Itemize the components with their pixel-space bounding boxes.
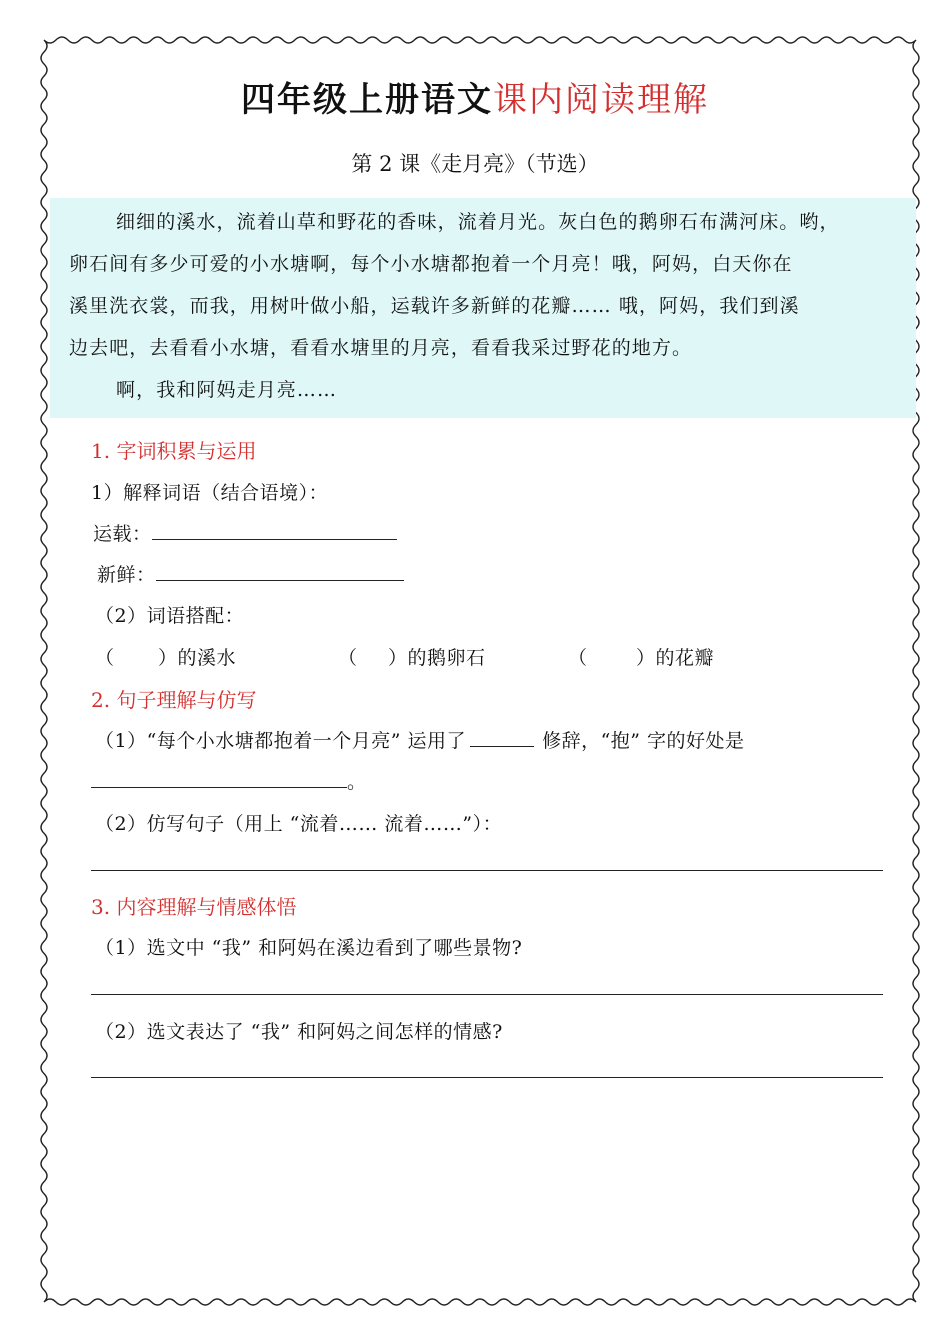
answer-row-2-1 [91,767,367,794]
section-1-heading: 1. 字词积累与运用 [91,439,257,463]
passage-line: 细细的溪水，流着山草和野花的香味，流着月光。灰白色的鹅卵石布满河床。哟， [116,211,840,233]
title-red: 课内阅读理解 [493,80,709,120]
passage-line: 卵石间有多少可爱的小水塘啊，每个小水塘都抱着一个月亮！哦，阿妈，白天你在 [69,253,793,275]
lesson-subtitle: 第 2 课《走月亮》（节选） [351,152,599,176]
answer-blank[interactable] [152,519,397,540]
question-1-1: 1）解释词语（结合语境）： [91,482,329,504]
answer-blank[interactable] [91,767,347,788]
question-text: （1）“每个小水塘都抱着一个月亮” 运用了 [95,730,467,752]
page-title [0,72,950,121]
answer-line[interactable] [91,1077,883,1078]
passage-line: 边去吧，去看看小水塘，看看水塘里的月亮，看看我采过野花的地方。 [69,337,693,359]
question-1-2: （2）词语搭配： [95,605,245,627]
word-label: 新鲜： [97,564,156,586]
word-row-2 [97,560,404,587]
passage-box [50,198,916,418]
match-open-paren: （ [338,647,358,669]
period: 。 [347,771,367,793]
passage-line: 啊，我和阿妈走月亮…… [116,379,338,401]
section-3-heading: 3. 内容理解与情感体悟 [91,895,297,919]
section-2-heading: 2. 句子理解与仿写 [91,688,257,712]
match-item-2: ）的鹅卵石 [388,647,486,669]
answer-line[interactable] [91,870,883,871]
word-row-1 [93,519,397,546]
question-text: 修辞，“抱” 字的好处是 [542,730,745,752]
word-label: 运载： [93,523,152,545]
match-open-paren: （ [568,647,588,669]
match-item-1: ）的溪水 [158,647,237,669]
title-black: 四年级上册语文 [241,80,493,120]
answer-blank[interactable] [470,726,534,747]
question-3-2: （2）选文表达了 “我” 和阿妈之间怎样的情感? [95,1021,503,1043]
question-2-1 [95,726,745,753]
answer-line[interactable] [91,994,883,995]
match-item-3: ）的花瓣 [636,647,715,669]
question-3-1: （1）选文中 “我” 和阿妈在溪边看到了哪些景物? [95,937,523,959]
question-2-2: （2）仿写句子（用上 “流着…… 流着……”）： [95,813,503,835]
match-open-paren: （ [95,647,115,669]
passage-line: 溪里洗衣裳，而我，用树叶做小船，运载许多新鲜的花瓣…… 哦，阿妈，我们到溪 [69,295,800,317]
answer-blank[interactable] [156,560,404,581]
